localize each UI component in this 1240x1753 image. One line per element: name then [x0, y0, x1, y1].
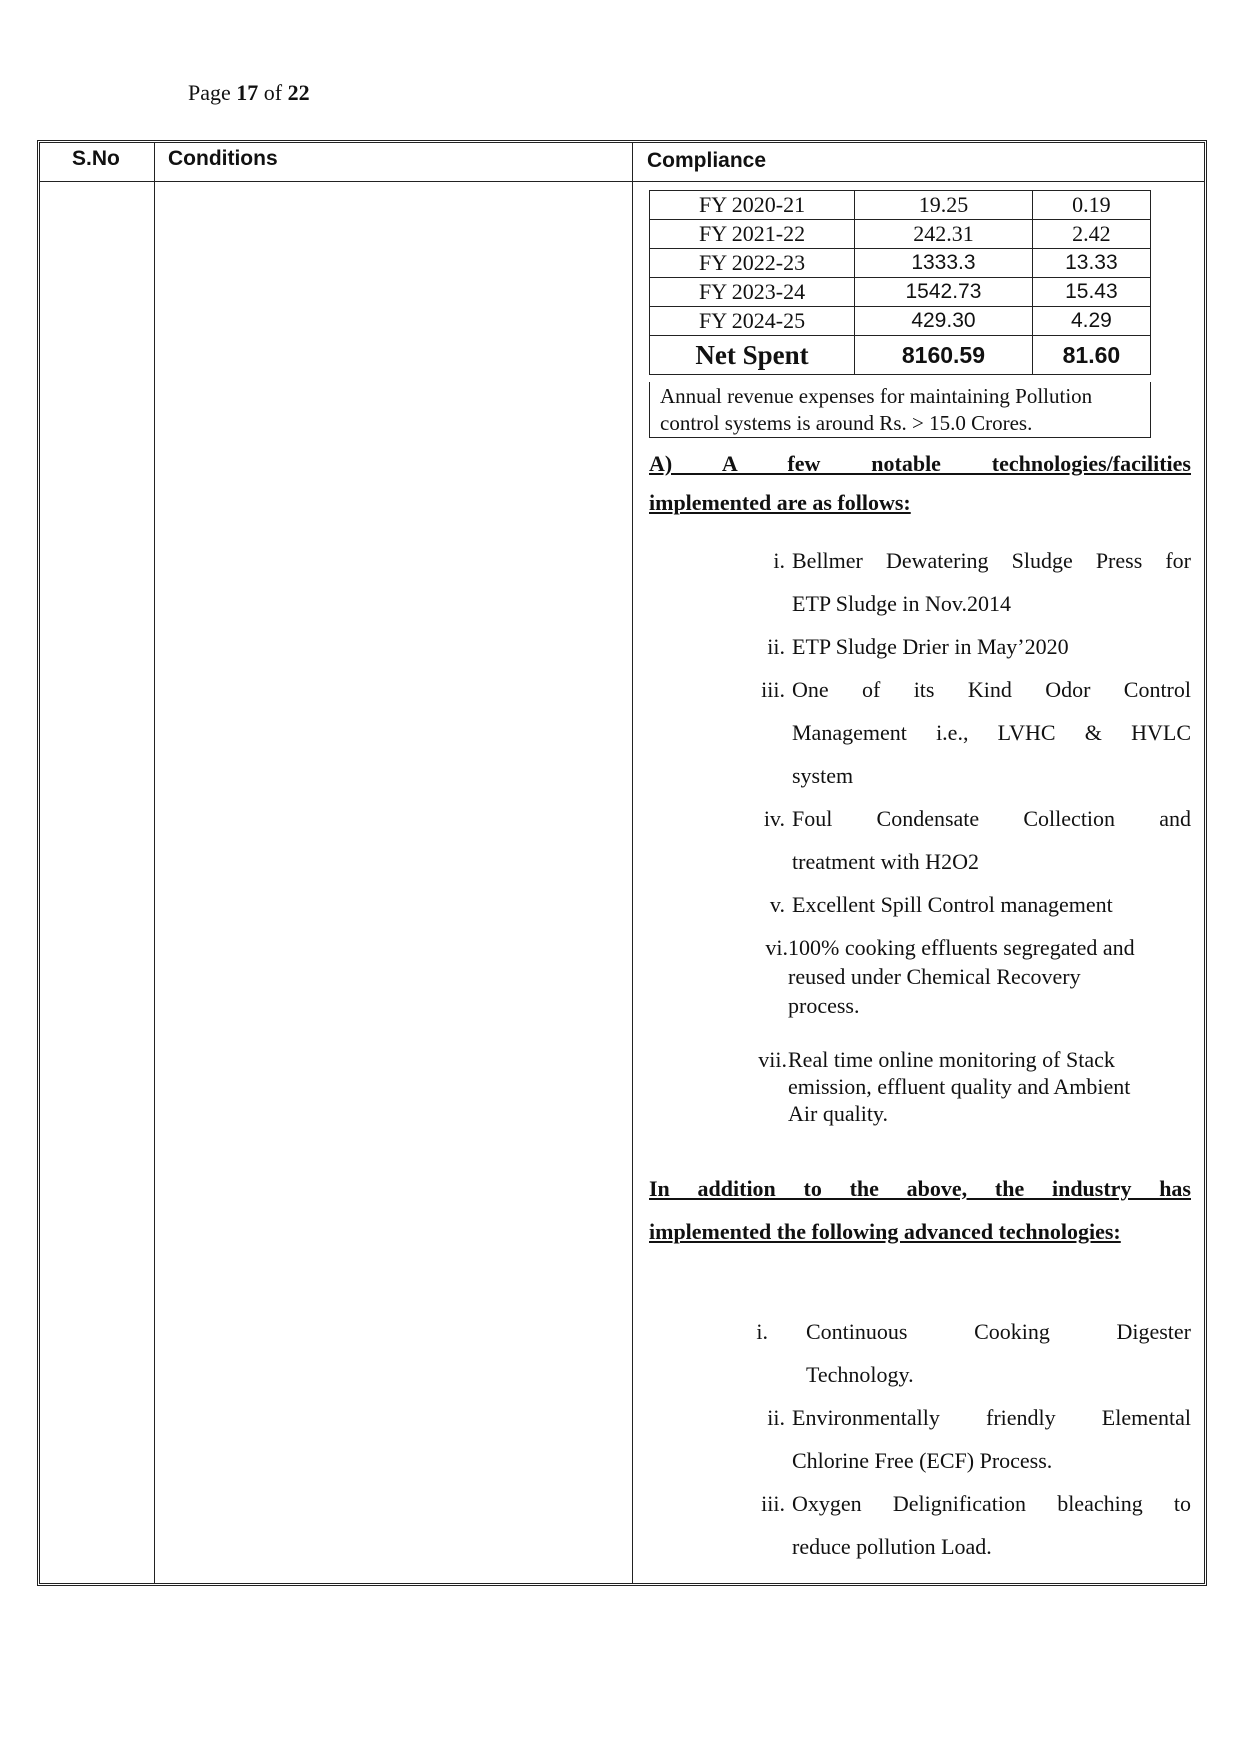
net-spent-row: [650, 336, 1151, 375]
header-sno: S.No: [72, 147, 120, 170]
year-cell: FY 2023-24: [650, 278, 855, 307]
value2-cell: 2.42: [1032, 220, 1150, 249]
header-compliance: Compliance: [647, 149, 767, 172]
year-cell: FY 2020-21: [650, 191, 855, 220]
net-spent-label: Net Spent: [650, 336, 855, 375]
year-cell: FY 2021-22: [650, 220, 855, 249]
value1-cell: 429.30: [855, 307, 1033, 336]
value2-cell: 0.19: [1032, 191, 1150, 220]
list-item-text: process.: [788, 993, 860, 1018]
list-item-text: emission, effluent quality and Ambient: [788, 1074, 1131, 1099]
annual-expense-note: [649, 382, 1151, 438]
list-item-number: iii.: [761, 677, 785, 702]
list-item-text: Management i.e., LVHC & HVLC: [792, 720, 1191, 745]
column-divider-sno: [154, 143, 155, 1583]
list-item-text: Foul Condensate Collection and: [792, 806, 1191, 831]
table-row: [650, 278, 1151, 307]
list-item-text: reused under Chemical Recovery: [788, 964, 1081, 989]
list-item-text: One of its Kind Odor Control: [792, 677, 1191, 702]
note-line: Annual revenue expenses for maintaining Pollution: [660, 384, 1093, 408]
list-item-text: Oxygen Delignification bleaching to: [792, 1491, 1191, 1516]
header-conditions: Conditions: [168, 147, 278, 170]
section-b-heading: In addition to the above, the industry has: [649, 1176, 1191, 1201]
section-b-heading-line2: implemented the following advanced technologies:: [649, 1219, 1121, 1244]
list-item-text: Chlorine Free (ECF) Process.: [792, 1448, 1053, 1473]
list-item-text: ETP Sludge Drier in May’2020: [792, 634, 1069, 659]
table-row: [650, 220, 1151, 249]
list-item-number: v.: [769, 892, 785, 917]
list-item-text: Real time online monitoring of Stack: [788, 1047, 1115, 1072]
value2-cell: 15.43: [1032, 278, 1150, 307]
list-item-number: vi.: [765, 935, 788, 960]
table-row: [650, 307, 1151, 336]
list-item-number: iv.: [763, 806, 785, 831]
year-cell: FY 2022-23: [650, 249, 855, 278]
list-item-text: Excellent Spill Control management: [792, 892, 1113, 917]
list-item-text: treatment with H2O2: [792, 849, 979, 874]
list-item-text: reduce pollution Load.: [792, 1534, 992, 1559]
section-a-heading: A) A few notable technologies/facilities: [649, 451, 1191, 476]
list-item-number: vii.: [758, 1047, 787, 1072]
table-row: [650, 191, 1151, 220]
page-number: [188, 80, 310, 106]
net-value2: 81.60: [1032, 336, 1150, 375]
page-label: Page: [188, 80, 231, 105]
note-line: control systems is around Rs. > 15.0 Crores.: [660, 411, 1033, 435]
header-divider: [40, 181, 1204, 182]
value1-cell: 1333.3: [855, 249, 1033, 278]
list-item-text: Technology.: [806, 1362, 914, 1387]
list-item-number: iii.: [761, 1491, 785, 1516]
page-total: 22: [287, 80, 310, 105]
value2-cell: 13.33: [1032, 249, 1150, 278]
section-a-heading-line2: implemented are as follows:: [649, 490, 911, 515]
expenditure-table: [649, 190, 1151, 375]
list-item-number: i.: [773, 548, 785, 573]
year-cell: FY 2024-25: [650, 307, 855, 336]
net-value1: 8160.59: [855, 336, 1033, 375]
list-item-text: Air quality.: [788, 1101, 888, 1126]
value1-cell: 242.31: [855, 220, 1033, 249]
list-item-text: Bellmer Dewatering Sludge Press for: [792, 548, 1191, 573]
column-divider-conditions: [632, 143, 633, 1583]
list-item-number: ii.: [767, 634, 785, 659]
value1-cell: 19.25: [855, 191, 1033, 220]
list-item-text: system: [792, 763, 854, 788]
page-of: of: [263, 80, 283, 105]
list-item-number: ii.: [767, 1405, 785, 1430]
table-row: [650, 249, 1151, 278]
value2-cell: 4.29: [1032, 307, 1150, 336]
value1-cell: 1542.73: [855, 278, 1033, 307]
list-item-text: Continuous Cooking Digester: [806, 1319, 1191, 1344]
list-item-number: i.: [756, 1319, 768, 1344]
list-item-text: Environmentally friendly Elemental: [792, 1405, 1191, 1430]
list-item-text: 100% cooking effluents segregated and: [788, 935, 1135, 960]
list-item-text: ETP Sludge in Nov.2014: [792, 591, 1011, 616]
page-current: 17: [236, 80, 259, 105]
